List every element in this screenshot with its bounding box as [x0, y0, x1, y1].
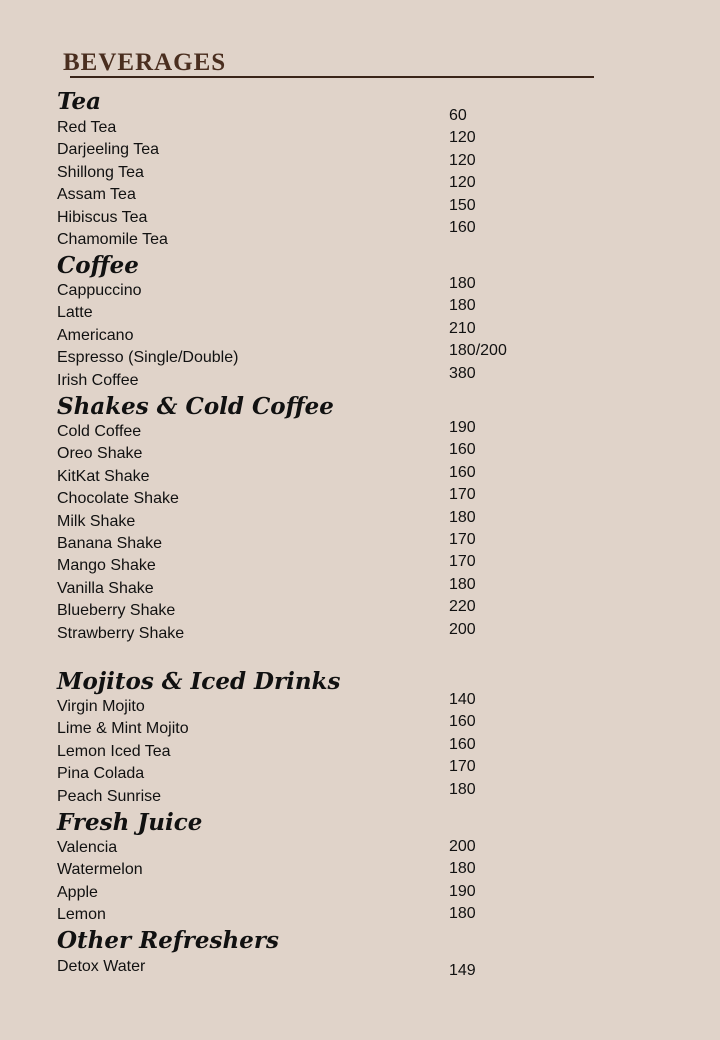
menu-item-name: Red Tea — [57, 119, 117, 136]
menu-item-name: Vanilla Shake — [57, 579, 154, 597]
menu-item-name: Chamomile Tea — [57, 231, 168, 248]
menu-item-name: Pina Colada — [57, 765, 145, 783]
menu-item-price: 180 — [449, 508, 476, 526]
section-heading: Other Refreshers — [57, 927, 279, 954]
menu-item-name: Shillong Tea — [57, 163, 144, 181]
menu-item-price: 160 — [449, 219, 476, 236]
menu-item-name: Chocolate Shake — [57, 490, 179, 508]
menu-item-name: Lemon Iced Tea — [57, 742, 171, 760]
menu-item-price: 170 — [449, 486, 476, 504]
menu-item-name: Banana Shake — [57, 535, 162, 552]
menu-item-price: 160 — [449, 713, 476, 731]
menu-item-name: Apple — [57, 883, 98, 901]
menu-item-price: 170 — [449, 553, 476, 571]
menu-item-name: Latte — [57, 304, 93, 322]
menu-item-name: Oreo Shake — [57, 445, 143, 463]
menu-item-price: 150 — [449, 196, 476, 214]
menu-item-name: Cappuccino — [57, 282, 142, 299]
menu-item-price: 160 — [449, 735, 476, 753]
menu-item-price: 160 — [449, 441, 476, 459]
menu-item-name: Valencia — [57, 839, 118, 856]
menu-item-name: Lemon — [57, 906, 106, 924]
menu-item-price: 210 — [449, 319, 476, 337]
menu-item-name: Virgin Mojito — [57, 698, 145, 715]
menu-item-price: 170 — [449, 531, 476, 548]
menu-item-price: 180 — [449, 860, 476, 878]
menu-item-price: 120 — [449, 151, 476, 169]
menu-item-name: Cold Coffee — [57, 423, 142, 440]
menu-item-price: 180 — [449, 297, 476, 315]
menu-item-price: 220 — [449, 598, 476, 616]
menu-item-name: KitKat Shake — [57, 467, 150, 485]
menu-item-name: Peach Sunrise — [57, 787, 162, 805]
menu-item-price: 120 — [449, 129, 476, 147]
menu-item-price: 170 — [449, 758, 476, 776]
menu-item-name: Americano — [57, 326, 134, 344]
menu-item-price: 180 — [449, 780, 476, 798]
menu-item-price: 160 — [449, 463, 476, 481]
menu-item-price: 149 — [449, 962, 476, 979]
title-divider — [70, 76, 594, 78]
section-heading: Shakes & Cold Coffee — [57, 393, 334, 420]
section-heading: Tea — [57, 88, 102, 115]
menu-item-price: 120 — [449, 174, 476, 192]
menu-item-price: 200 — [449, 620, 476, 638]
menu-item-name: Mango Shake — [57, 557, 156, 575]
menu-item-name: Darjeeling Tea — [57, 141, 159, 159]
menu-item-price: 180 — [449, 575, 476, 593]
menu-item-price: 190 — [449, 882, 476, 900]
menu-item-price: 190 — [449, 419, 476, 436]
menu-item-name: Assam Tea — [57, 186, 136, 204]
menu-item-price: 140 — [449, 691, 476, 708]
menu-item-name: Watermelon — [57, 861, 143, 879]
section-heading: Coffee — [57, 252, 139, 279]
menu-item-price: 60 — [449, 107, 467, 124]
section-heading: Mojitos & Iced Drinks — [57, 668, 341, 695]
menu-item-price: 180/200 — [449, 342, 507, 360]
menu-item-name: Detox Water — [57, 958, 146, 975]
menu-item-name: Milk Shake — [57, 512, 136, 530]
menu-item-name: Hibiscus Tea — [57, 208, 148, 226]
page-title: BEVERAGES — [63, 49, 227, 76]
menu-item-price: 380 — [449, 364, 476, 382]
menu-item-price: 180 — [449, 275, 476, 292]
menu-item-name: Espresso (Single/Double) — [57, 349, 239, 367]
menu-item-name: Lime & Mint Mojito — [57, 720, 189, 738]
menu-item-name: Blueberry Shake — [57, 602, 176, 620]
menu-item-name: Irish Coffee — [57, 371, 139, 389]
section-heading: Fresh Juice — [57, 809, 203, 836]
menu-item-price: 180 — [449, 905, 476, 923]
menu-item-name: Strawberry Shake — [57, 624, 185, 642]
menu-item-price: 200 — [449, 838, 476, 855]
